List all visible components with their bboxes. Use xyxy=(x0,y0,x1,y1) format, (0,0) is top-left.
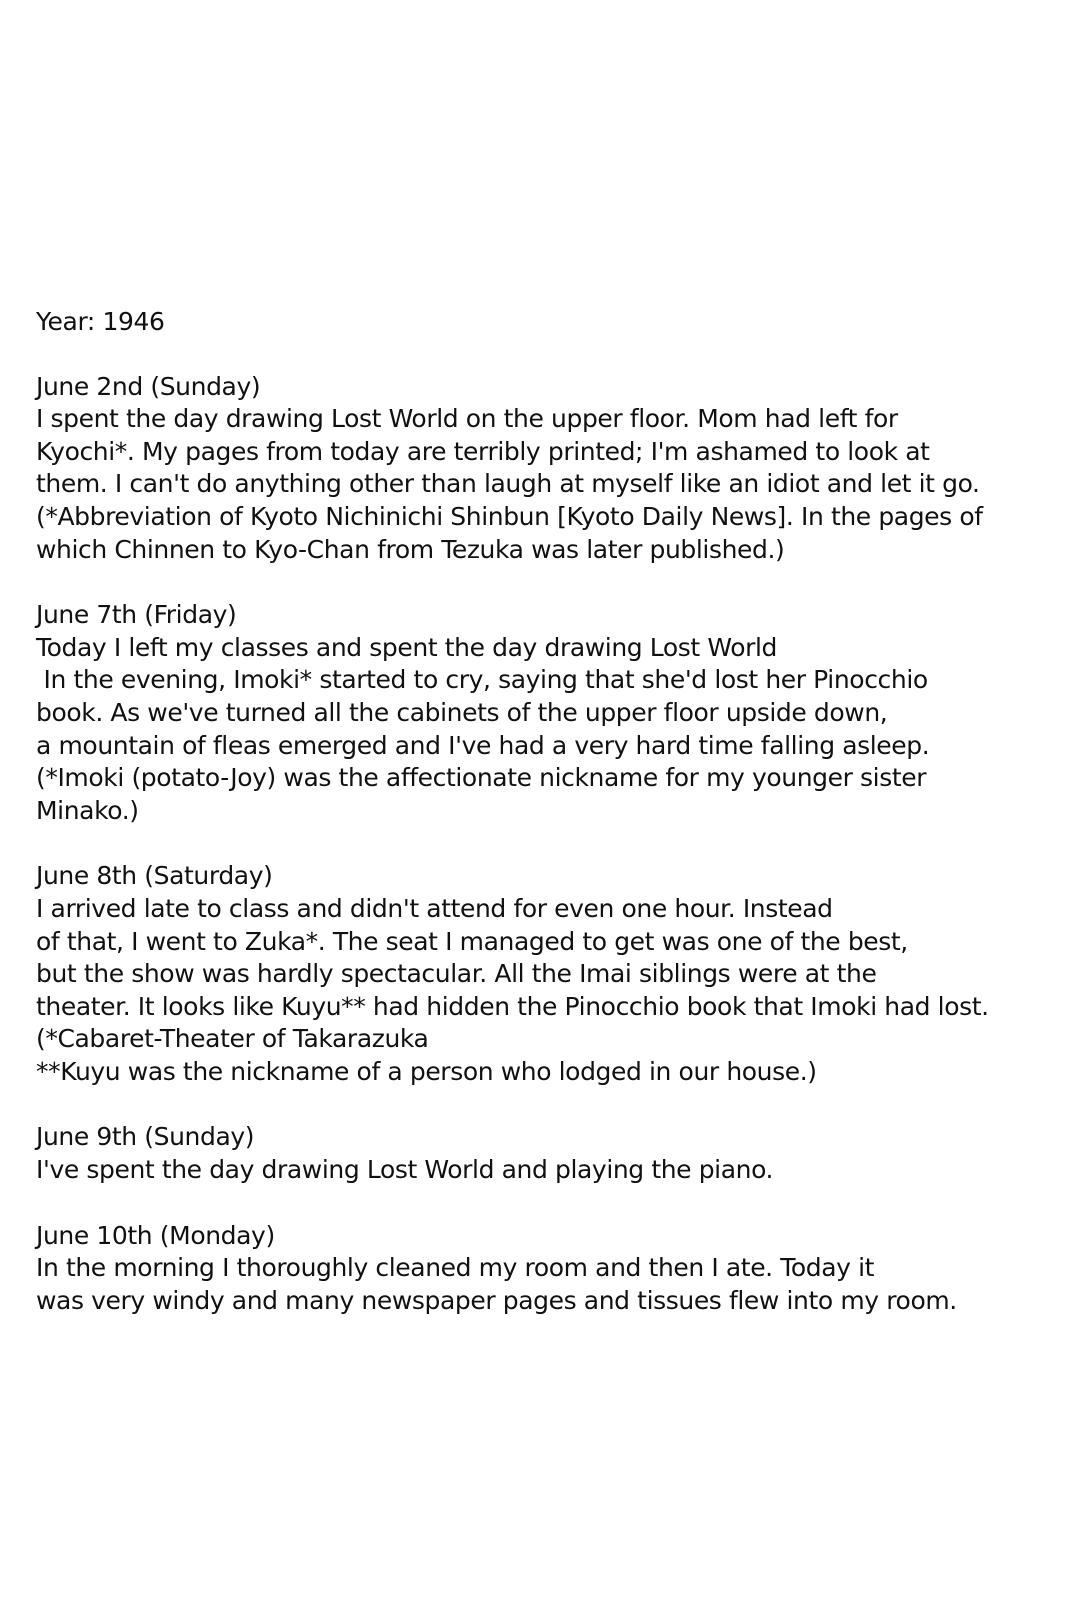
entry-date: June 10th (Monday) xyxy=(36,1220,275,1250)
diary-entry xyxy=(36,1220,1046,1318)
diary-entry xyxy=(36,371,1046,567)
entry-line: I spent the day drawing Lost World on the upper floor. Mom had left for xyxy=(36,404,898,434)
entry-line: of that, I went to Zuka*. The seat I managed to get was one of the best, xyxy=(36,926,908,956)
entry-line: Today I left my classes and spent the day drawing Lost World xyxy=(36,632,777,662)
footnote-line: Minako.) xyxy=(36,795,139,825)
entry-line: In the morning I thoroughly cleaned my room and then I ate. Today it xyxy=(36,1253,875,1283)
footnote-line: **Kuyu was the nickname of a person who lodged in our house.) xyxy=(36,1056,817,1086)
entry-line: them. I can't do anything other than laugh at myself like an idiot and let it go. xyxy=(36,469,980,499)
entry-date: June 8th (Saturday) xyxy=(36,861,273,891)
diary-entry xyxy=(36,599,1046,827)
entry-line: I arrived late to class and didn't attend for even one hour. Instead xyxy=(36,893,833,923)
footnote-line: (*Imoki (potato-Joy) was the affectionate nickname for my younger sister xyxy=(36,763,927,793)
diary-page xyxy=(36,306,1046,1350)
entry-line: but the show was hardly spectacular. All the Imai siblings were at the xyxy=(36,959,877,989)
entry-line: was very windy and many newspaper pages and tissues flew into my room. xyxy=(36,1285,957,1315)
footnote-line: (*Cabaret-Theater of Takarazuka xyxy=(36,1024,429,1054)
year-heading: Year: 1946 xyxy=(36,307,165,336)
entry-line: theater. It looks like Kuyu** had hidden the Pinocchio book that Imoki had lost. xyxy=(36,991,989,1021)
entry-line: In the evening, Imoki* started to cry, saying that she'd lost her Pinocchio xyxy=(36,665,928,695)
entry-line: a mountain of fleas emerged and I've had a very hard time falling asleep. xyxy=(36,730,930,760)
footnote-line: (*Abbreviation of Kyoto Nichinichi Shinbun [Kyoto Daily News]. In the pages of xyxy=(36,501,983,531)
diary-entry xyxy=(36,1121,1046,1186)
entry-date: June 2nd (Sunday) xyxy=(36,371,261,401)
entry-date: June 9th (Sunday) xyxy=(36,1122,255,1152)
entry-line: I've spent the day drawing Lost World and playing the piano. xyxy=(36,1155,774,1185)
diary-entry xyxy=(36,860,1046,1088)
entry-line: book. As we've turned all the cabinets of the upper floor upside down, xyxy=(36,697,888,727)
entry-date: June 7th (Friday) xyxy=(36,600,237,630)
entry-line: Kyochi*. My pages from today are terribly printed; I'm ashamed to look at xyxy=(36,436,930,466)
footnote-line: which Chinnen to Kyo-Chan from Tezuka was later published.) xyxy=(36,534,785,564)
